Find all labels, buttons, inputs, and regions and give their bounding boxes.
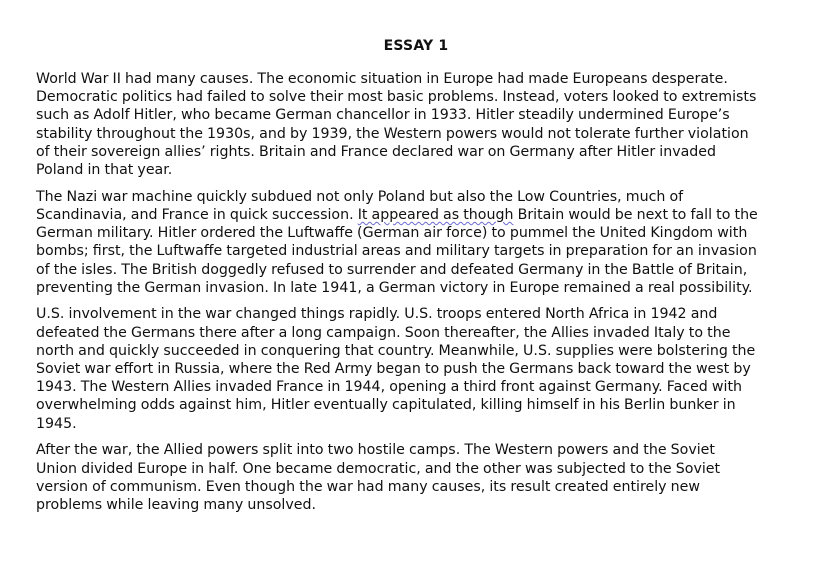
paragraph-2-before: The Nazi war machine quickly subdued not only Poland but also the Low Countries, much of Scandinavia, and France in quick succession. [36,188,684,223]
essay-page [36,38,822,523]
grammar-flagged-phrase[interactable]: It appeared as though [357,206,514,223]
paragraph-2-after: Britain would be next to fall to the German military. Hitler ordered the Luftwaffe (German air force) to pummel the United Kingdom with bombs; first, the Luftwaffe targeted industrial areas and military targets in preparation for an invasion of the isles. The British doggedly refused to surrender and defeated Germany in the Battle of Britain, preventing the German invasion. In late 1941, a German victory in Europe remained a real possibility. [36,206,758,296]
paragraph-4: After the war, the Allied powers split into two hostile camps. The Western powers and the Soviet Union divided Europe in half. One became democratic, and the other was subjected to the Soviet version of communism. Even though the war had many causes, its result created entirely new problems while leaving many unsolved. [36,442,721,513]
essay-title: ESSAY 1 [383,38,449,54]
paragraph-1: World War II had many causes. The economic situation in Europe had made Europeans desperate. Democratic politics had failed to solve their most basic problems. Instead, voters looked to extremists such as Adolf Hitler, who became German chancellor in 1933. Hitler steadily undermined Europe’s stability throughout the 1930s, and by 1939, the Western powers would not tolerate further violation of their sovereign allies’ rights. Britain and France declared war on Germany after Hitler invaded Poland in that year. [36,71,757,179]
paragraph-3: U.S. involvement in the war changed things rapidly. U.S. troops entered North Africa in 1942 and defeated the Germans there after a long campaign. Soon thereafter, the Allies invaded Italy to the north and quickly succeeded in conquering that country. Meanwhile, U.S. supplies were bolstering the Soviet war effort in Russia, where the Red Army began to push the Germans back toward the west by 1943. The Western Allies invaded France in 1944, opening a third front against Germany. Faced with overwhelming odds against him, Hitler eventually capitulated, killing himself in his Berlin bunker in 1945. [36,306,756,432]
paragraph-2 [36,188,822,297]
